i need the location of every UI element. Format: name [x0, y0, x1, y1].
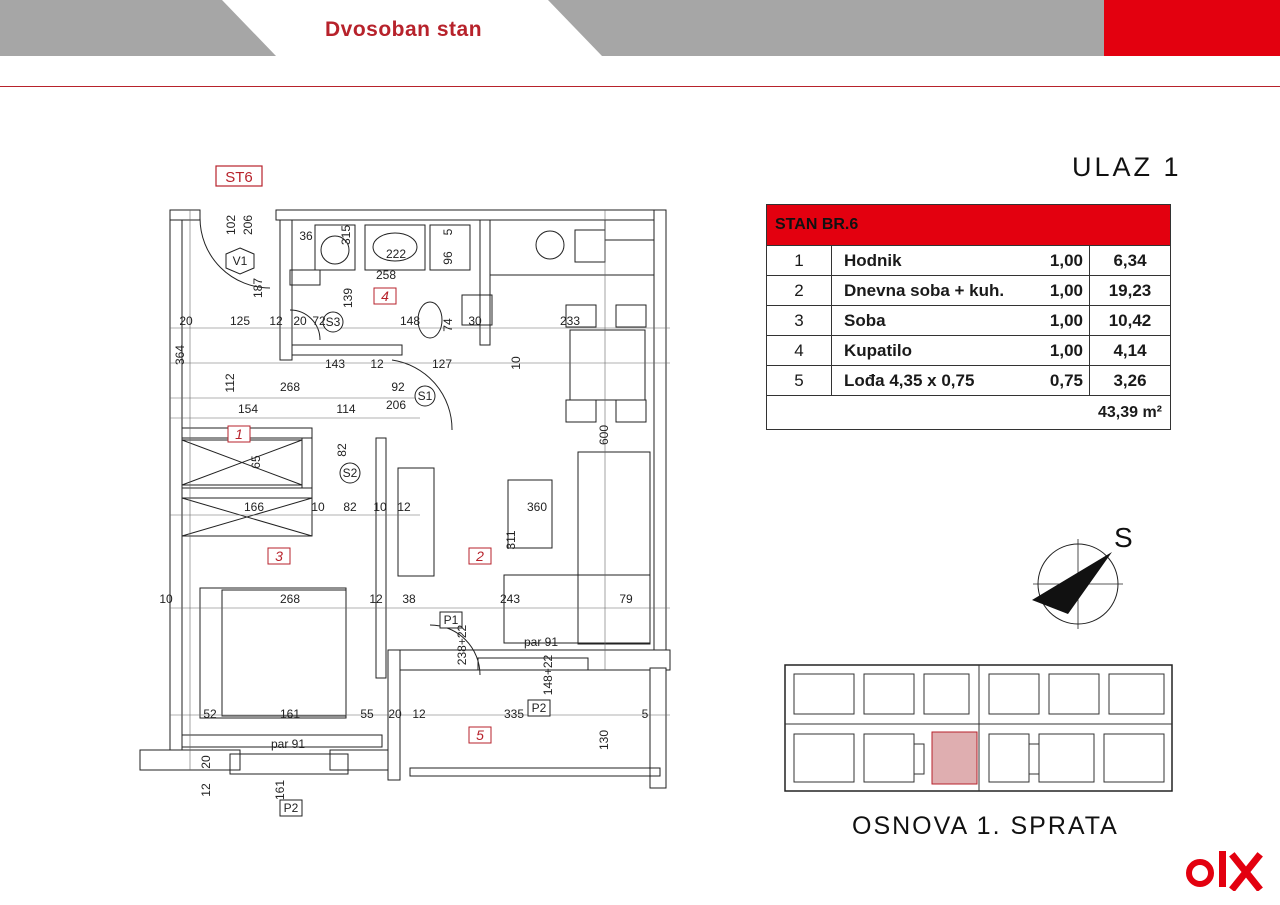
dim-label: 82 — [335, 443, 349, 457]
table-row — [767, 365, 1170, 395]
dim-label: 161 — [273, 779, 287, 801]
dim-label: 364 — [173, 344, 187, 366]
dim-label: 12 — [199, 783, 213, 797]
apartment-table-title: STAN BR.6 — [767, 205, 1170, 245]
dim-label: 187 — [251, 277, 265, 299]
dim-label: 65 — [249, 455, 263, 469]
symbol-s1: S1 — [417, 389, 433, 403]
apartment-table — [766, 204, 1171, 430]
room-coefficient: 0,75 — [1040, 366, 1090, 395]
row-number: 2 — [767, 276, 832, 305]
symbol-p2-balcony: P2 — [531, 701, 547, 715]
room-label-2: 2 — [476, 548, 484, 564]
dim-label: 161 — [279, 707, 301, 721]
total-area: 43,39 m² — [767, 395, 1170, 429]
dim-label: 12 — [269, 314, 283, 328]
row-number: 5 — [767, 366, 832, 395]
dim-label: 92 — [391, 380, 405, 394]
dim-label: 130 — [597, 729, 611, 751]
dim-label: 10 — [311, 500, 325, 514]
dim-label: 112 — [223, 373, 237, 393]
symbol-p2-room: P2 — [283, 801, 299, 815]
dim-label: 102 — [224, 214, 238, 236]
key-plan-title: OSNOVA 1. SPRATA — [852, 812, 1119, 840]
page-header — [0, 0, 1280, 56]
dim-label: 79 — [619, 592, 633, 606]
dim-label: 315 — [339, 224, 353, 246]
dim-label: 10 — [159, 592, 173, 606]
dim-label: 166 — [243, 500, 265, 514]
window-label-living: par 91 — [523, 635, 559, 649]
dim-label: 148+22 — [541, 654, 555, 696]
room-area: 6,34 — [1113, 250, 1147, 270]
compass-label: S — [1114, 522, 1133, 553]
dim-label: 82 — [343, 500, 357, 514]
room-coefficient: 1,00 — [1040, 306, 1090, 335]
olx-logo-icon — [1186, 847, 1270, 891]
dim-label: 20 — [293, 314, 307, 328]
symbol-v1: V1 — [232, 254, 248, 268]
room-coefficient: 1,00 — [1040, 246, 1090, 275]
header-divider — [0, 86, 1280, 87]
dim-label: 52 — [203, 707, 217, 721]
dim-label: 311 — [504, 530, 518, 550]
dim-label: 335 — [503, 707, 525, 721]
room-area: 4,14 — [1113, 340, 1147, 360]
entrance-label: ULAZ 1 — [1072, 152, 1182, 182]
north-arrow-icon — [1028, 522, 1158, 632]
dim-label: 12 — [370, 357, 384, 371]
dim-label: 114 — [336, 402, 356, 416]
floor-plan-drawing — [130, 150, 690, 830]
table-row — [767, 335, 1170, 365]
dim-label: 20 — [388, 707, 402, 721]
room-name: Lođa 4,35 x 0,75 — [844, 370, 975, 390]
dim-label: 96 — [441, 251, 455, 265]
dim-label: 268 — [279, 380, 301, 394]
dim-label: 258 — [375, 268, 397, 282]
room-area: 10,42 — [1108, 310, 1152, 330]
dim-label: 360 — [526, 500, 548, 514]
row-number: 3 — [767, 306, 832, 335]
room-label-5: 5 — [476, 727, 484, 743]
row-number: 1 — [767, 246, 832, 275]
dim-label: 38 — [402, 592, 416, 606]
dim-label: 30 — [468, 314, 482, 328]
room-area: 19,23 — [1108, 280, 1152, 300]
dim-label: 238+22 — [455, 624, 469, 666]
room-coefficient: 1,00 — [1040, 276, 1090, 305]
table-row — [767, 305, 1170, 335]
dim-label: 233 — [559, 314, 581, 328]
dim-label: 12 — [412, 707, 426, 721]
dim-label: 600 — [597, 424, 611, 446]
dim-label: 125 — [229, 314, 251, 328]
room-name: Dnevna soba + kuh. — [844, 280, 1005, 300]
dim-label: 148 — [399, 314, 421, 328]
symbol-s3: S3 — [325, 315, 341, 329]
dim-label: 36 — [299, 229, 313, 243]
dim-label: 20 — [199, 755, 213, 769]
dim-label: 12 — [397, 500, 411, 514]
plan-tag: ST6 — [225, 169, 253, 186]
dim-label: 243 — [499, 592, 521, 606]
dim-label: 127 — [431, 357, 453, 371]
dim-label: 206 — [385, 398, 407, 412]
table-row — [767, 275, 1170, 305]
dim-label: 143 — [324, 357, 346, 371]
room-coefficient: 1,00 — [1040, 336, 1090, 365]
dim-label: 10 — [509, 356, 523, 370]
dim-label: 268 — [279, 592, 301, 606]
room-label-3: 3 — [275, 548, 283, 564]
symbol-p1: P1 — [443, 613, 459, 627]
dim-label: 74 — [441, 318, 455, 332]
room-name: Kupatilo — [844, 340, 912, 360]
room-area: 3,26 — [1113, 370, 1147, 390]
dim-label: 154 — [237, 402, 259, 416]
page-title: Dvosoban stan — [325, 18, 483, 41]
table-row — [767, 245, 1170, 275]
dim-label: 5 — [641, 707, 649, 721]
key-plan — [784, 664, 1173, 792]
dim-label: 139 — [341, 287, 355, 309]
dim-label: 206 — [241, 214, 255, 236]
row-number: 4 — [767, 336, 832, 365]
dim-label: 20 — [179, 314, 193, 328]
room-name: Soba — [844, 310, 886, 330]
dim-label: 10 — [373, 500, 387, 514]
dim-label: 5 — [441, 228, 455, 236]
symbol-s2: S2 — [342, 466, 358, 480]
dim-label: 12 — [369, 592, 383, 606]
dim-label: 55 — [360, 707, 374, 721]
room-name: Hodnik — [844, 250, 902, 270]
room-label-1: 1 — [235, 426, 243, 442]
room-label-4: 4 — [381, 288, 389, 304]
dim-label: 222 — [385, 247, 407, 261]
dim-label: 72 — [312, 314, 326, 328]
floor-plan — [130, 150, 690, 830]
window-label-room: par 91 — [270, 737, 306, 751]
header-band — [0, 0, 1280, 56]
